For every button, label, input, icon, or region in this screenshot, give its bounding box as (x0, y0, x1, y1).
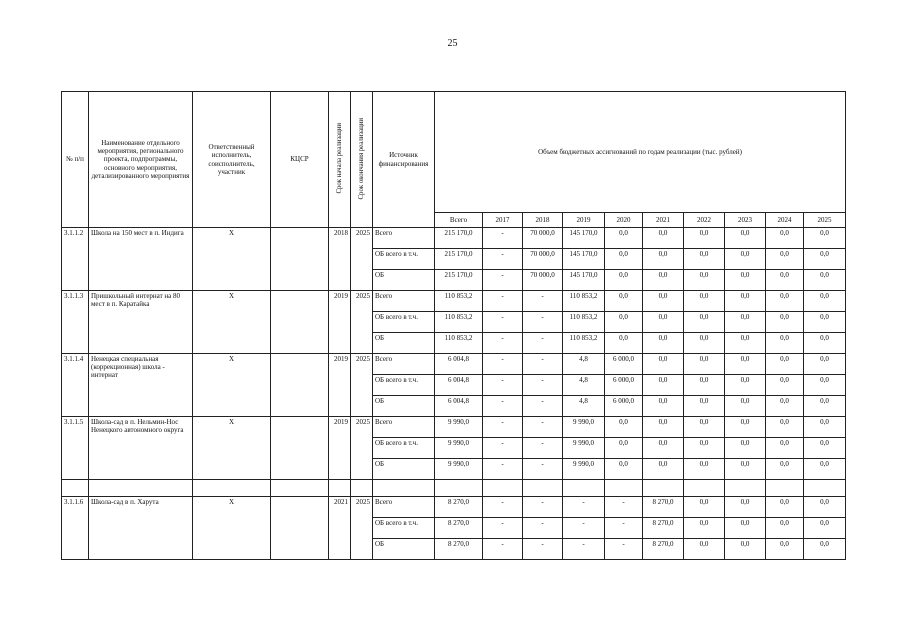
header-year: 2017 (483, 213, 523, 228)
empty-cell (373, 480, 435, 497)
row-value: 0,0 (684, 438, 725, 459)
header-name: Наименование отдельного мероприятия, регионального проекта, подпрограммы, основного мероприятия, детализированного мероприятия (89, 92, 193, 228)
empty-cell (483, 480, 523, 497)
row-value: - (483, 539, 523, 560)
row-value: 4,8 (563, 396, 605, 417)
row-value: 0,0 (605, 270, 643, 291)
row-value: 0,0 (804, 438, 846, 459)
row-responsible: Х (193, 354, 271, 417)
row-kcsr (271, 354, 329, 417)
row-source: ОБ (373, 459, 435, 480)
row-responsible: Х (193, 291, 271, 354)
row-value: 0,0 (684, 249, 725, 270)
row-end-year: 2025 (351, 291, 373, 354)
empty-cell (605, 480, 643, 497)
row-value: 0,0 (643, 312, 684, 333)
empty-cell (725, 480, 766, 497)
row-value: 0,0 (725, 539, 766, 560)
row-value: 110 853,2 (563, 291, 605, 312)
header-start-label: Срок начала реализации (335, 123, 343, 194)
table-row (62, 354, 846, 375)
row-value: - (523, 354, 563, 375)
row-value: 0,0 (725, 417, 766, 438)
row-value: - (523, 459, 563, 480)
row-value: - (563, 518, 605, 539)
row-value: - (483, 291, 523, 312)
row-value: 0,0 (725, 518, 766, 539)
row-value: 0,0 (766, 375, 804, 396)
row-start-year: 2021 (329, 497, 351, 560)
header-year: 2024 (766, 213, 804, 228)
row-value: - (483, 417, 523, 438)
row-value: - (563, 539, 605, 560)
row-value: 6 000,0 (605, 354, 643, 375)
row-value: - (523, 291, 563, 312)
row-name: Ненецкая специальная (коррекционная) школа - интернат (89, 354, 193, 417)
row-value: 0,0 (804, 228, 846, 249)
row-value: 0,0 (605, 417, 643, 438)
row-value: - (605, 497, 643, 518)
row-responsible: Х (193, 228, 271, 291)
row-value: 215 170,0 (435, 249, 483, 270)
row-value: 0,0 (804, 539, 846, 560)
row-value: 110 853,2 (563, 312, 605, 333)
row-source: Всего (373, 354, 435, 375)
row-source: ОБ всего в т.ч. (373, 438, 435, 459)
row-value: 0,0 (766, 396, 804, 417)
row-value: 0,0 (804, 312, 846, 333)
row-value: 9 990,0 (563, 438, 605, 459)
row-num: 3.1.1.3 (62, 291, 89, 354)
page-number: 25 (447, 38, 458, 49)
row-value: 9 990,0 (435, 438, 483, 459)
row-value: 0,0 (684, 417, 725, 438)
row-value: 0,0 (725, 249, 766, 270)
row-value: 145 170,0 (563, 270, 605, 291)
row-value: 0,0 (725, 291, 766, 312)
row-value: - (563, 497, 605, 518)
empty-cell (351, 480, 373, 497)
row-value: 0,0 (804, 291, 846, 312)
empty-cell (684, 480, 725, 497)
header-year: 2022 (684, 213, 725, 228)
empty-cell (271, 480, 329, 497)
row-kcsr (271, 417, 329, 480)
row-value: 0,0 (605, 249, 643, 270)
row-source: Всего (373, 417, 435, 438)
row-kcsr (271, 291, 329, 354)
row-value: - (523, 396, 563, 417)
row-value: 0,0 (605, 312, 643, 333)
row-value: 0,0 (804, 396, 846, 417)
row-value: 8 270,0 (435, 518, 483, 539)
row-value: 0,0 (766, 270, 804, 291)
row-value: 110 853,2 (563, 333, 605, 354)
row-value: 70 000,0 (523, 249, 563, 270)
row-value: 6 004,8 (435, 396, 483, 417)
row-value: 0,0 (766, 417, 804, 438)
row-value: 0,0 (684, 312, 725, 333)
row-value: 0,0 (804, 497, 846, 518)
row-kcsr (271, 497, 329, 560)
row-value: - (523, 417, 563, 438)
row-value: 0,0 (725, 270, 766, 291)
row-value: 110 853,2 (435, 333, 483, 354)
row-value: 9 990,0 (435, 417, 483, 438)
row-name: Школа-сад в п. Харута (89, 497, 193, 560)
row-value: 0,0 (684, 518, 725, 539)
row-num: 3.1.1.2 (62, 228, 89, 291)
row-value: 0,0 (684, 354, 725, 375)
header-year: Всего (435, 213, 483, 228)
row-value: 0,0 (766, 497, 804, 518)
row-value: 0,0 (643, 459, 684, 480)
table-row (62, 417, 846, 438)
row-responsible: Х (193, 417, 271, 480)
row-value: 0,0 (643, 438, 684, 459)
row-value: 0,0 (804, 459, 846, 480)
row-value: 0,0 (684, 291, 725, 312)
header-year: 2018 (523, 213, 563, 228)
row-name: Школа-сад в п. Нельмин-Нос Ненецкого автономного округа (89, 417, 193, 480)
row-num: 3.1.1.4 (62, 354, 89, 417)
empty-cell (435, 480, 483, 497)
header-end-label: Срок окончания реализации (357, 117, 365, 200)
header-responsible: Ответственный исполнитель, соисполнитель, участник (193, 92, 271, 228)
row-start-year: 2019 (329, 291, 351, 354)
row-value: - (483, 438, 523, 459)
row-kcsr (271, 228, 329, 291)
row-value: - (523, 333, 563, 354)
row-value: 8 270,0 (643, 497, 684, 518)
budget-table (61, 91, 846, 560)
row-value: 0,0 (684, 396, 725, 417)
row-value: 4,8 (563, 375, 605, 396)
row-value: 0,0 (643, 375, 684, 396)
empty-cell (643, 480, 684, 497)
row-value: - (605, 539, 643, 560)
row-value: 0,0 (766, 354, 804, 375)
row-value: 0,0 (804, 333, 846, 354)
row-source: ОБ всего в т.ч. (373, 312, 435, 333)
row-value: 145 170,0 (563, 228, 605, 249)
row-value: 9 990,0 (435, 459, 483, 480)
row-responsible: Х (193, 497, 271, 560)
row-value: 0,0 (804, 249, 846, 270)
row-value: 0,0 (725, 375, 766, 396)
row-value: 0,0 (766, 291, 804, 312)
row-value: - (523, 375, 563, 396)
row-value: 110 853,2 (435, 312, 483, 333)
row-start-year: 2019 (329, 354, 351, 417)
header-budget: Объем бюджетных ассигнований по годам реализации (тыс. рублей) (435, 92, 846, 213)
row-value: - (483, 396, 523, 417)
row-num: 3.1.1.5 (62, 417, 89, 480)
row-value: - (483, 459, 523, 480)
row-value: - (483, 312, 523, 333)
row-source: ОБ всего в т.ч. (373, 249, 435, 270)
row-value: 215 170,0 (435, 228, 483, 249)
row-value: 0,0 (684, 333, 725, 354)
row-value: 0,0 (605, 459, 643, 480)
row-value: 0,0 (766, 539, 804, 560)
row-value: - (523, 438, 563, 459)
row-value: 145 170,0 (563, 249, 605, 270)
row-num: 3.1.1.6 (62, 497, 89, 560)
table-row (62, 291, 846, 312)
row-value: 0,0 (605, 438, 643, 459)
row-value: 0,0 (766, 459, 804, 480)
row-source: ОБ (373, 539, 435, 560)
row-value: - (523, 518, 563, 539)
row-value: - (523, 312, 563, 333)
empty-cell (193, 480, 271, 497)
row-value: - (605, 518, 643, 539)
header-kcsr: КЦСР (271, 92, 329, 228)
header-year: 2021 (643, 213, 684, 228)
row-source: Всего (373, 497, 435, 518)
empty-cell (89, 480, 193, 497)
row-name: Пришкольный интернат на 80 мест в п. Каратайка (89, 291, 193, 354)
row-value: 70 000,0 (523, 228, 563, 249)
row-value: 0,0 (766, 333, 804, 354)
row-value: 0,0 (804, 270, 846, 291)
row-value: 4,8 (563, 354, 605, 375)
row-value: 8 270,0 (643, 518, 684, 539)
header-num: № п/п (62, 92, 89, 228)
row-value: - (523, 539, 563, 560)
row-value: 0,0 (684, 539, 725, 560)
row-value: 8 270,0 (435, 539, 483, 560)
row-value: 0,0 (804, 375, 846, 396)
row-value: 6 004,8 (435, 375, 483, 396)
row-value: 70 000,0 (523, 270, 563, 291)
row-source: ОБ всего в т.ч. (373, 375, 435, 396)
row-value: 0,0 (725, 459, 766, 480)
table-row (62, 228, 846, 249)
row-value: - (483, 375, 523, 396)
row-value: 0,0 (684, 375, 725, 396)
row-value: 0,0 (643, 354, 684, 375)
row-value: 0,0 (766, 438, 804, 459)
row-value: 0,0 (804, 518, 846, 539)
table-body (62, 228, 846, 560)
row-source: ОБ (373, 396, 435, 417)
row-value: 215 170,0 (435, 270, 483, 291)
row-value: 0,0 (605, 228, 643, 249)
row-value: 0,0 (643, 228, 684, 249)
row-value: - (483, 497, 523, 518)
row-value: - (483, 333, 523, 354)
row-source: ОБ всего в т.ч. (373, 518, 435, 539)
row-value: 0,0 (643, 396, 684, 417)
row-value: 0,0 (804, 417, 846, 438)
row-value: 0,0 (684, 497, 725, 518)
row-value: 0,0 (766, 228, 804, 249)
row-value: 6 000,0 (605, 396, 643, 417)
row-value: - (483, 518, 523, 539)
row-source: Всего (373, 291, 435, 312)
row-value: 0,0 (725, 438, 766, 459)
row-value: 0,0 (725, 396, 766, 417)
row-value: 0,0 (684, 270, 725, 291)
row-value: 6 004,8 (435, 354, 483, 375)
header-year: 2025 (804, 213, 846, 228)
row-value: 0,0 (605, 291, 643, 312)
row-value: 110 853,2 (435, 291, 483, 312)
row-end-year: 2025 (351, 228, 373, 291)
header-end (351, 92, 373, 228)
empty-cell (804, 480, 846, 497)
row-value: 0,0 (804, 354, 846, 375)
row-value: 0,0 (643, 270, 684, 291)
row-value: 8 270,0 (643, 539, 684, 560)
table-header (62, 92, 846, 228)
spacer-row (62, 480, 846, 497)
row-end-year: 2025 (351, 497, 373, 560)
row-end-year: 2025 (351, 417, 373, 480)
row-value: 9 990,0 (563, 459, 605, 480)
row-value: - (483, 228, 523, 249)
header-year: 2020 (605, 213, 643, 228)
header-year: 2023 (725, 213, 766, 228)
header-start (329, 92, 351, 228)
row-value: 0,0 (725, 354, 766, 375)
row-value: 0,0 (725, 228, 766, 249)
row-name: Школа на 150 мест в п. Индига (89, 228, 193, 291)
row-value: 0,0 (643, 333, 684, 354)
header-year: 2019 (563, 213, 605, 228)
row-source: ОБ (373, 333, 435, 354)
row-value: 0,0 (684, 459, 725, 480)
row-start-year: 2019 (329, 417, 351, 480)
empty-cell (62, 480, 89, 497)
empty-cell (523, 480, 563, 497)
row-value: 0,0 (725, 312, 766, 333)
row-value: 0,0 (643, 417, 684, 438)
row-value: - (523, 497, 563, 518)
empty-cell (563, 480, 605, 497)
row-end-year: 2025 (351, 354, 373, 417)
row-value: 0,0 (684, 228, 725, 249)
row-value: 0,0 (725, 497, 766, 518)
row-value: 0,0 (766, 312, 804, 333)
row-value: 0,0 (643, 291, 684, 312)
header-source: Источник финансирования (373, 92, 435, 228)
empty-cell (766, 480, 804, 497)
row-value: - (483, 270, 523, 291)
table-row (62, 497, 846, 518)
row-source: Всего (373, 228, 435, 249)
row-value: 0,0 (725, 333, 766, 354)
empty-cell (329, 480, 351, 497)
row-value: 8 270,0 (435, 497, 483, 518)
row-value: 9 990,0 (563, 417, 605, 438)
row-start-year: 2018 (329, 228, 351, 291)
row-value: - (483, 354, 523, 375)
row-value: 0,0 (766, 249, 804, 270)
row-value: - (483, 249, 523, 270)
row-value: 0,0 (766, 518, 804, 539)
row-value: 6 000,0 (605, 375, 643, 396)
row-value: 0,0 (643, 249, 684, 270)
row-source: ОБ (373, 270, 435, 291)
row-value: 0,0 (605, 333, 643, 354)
